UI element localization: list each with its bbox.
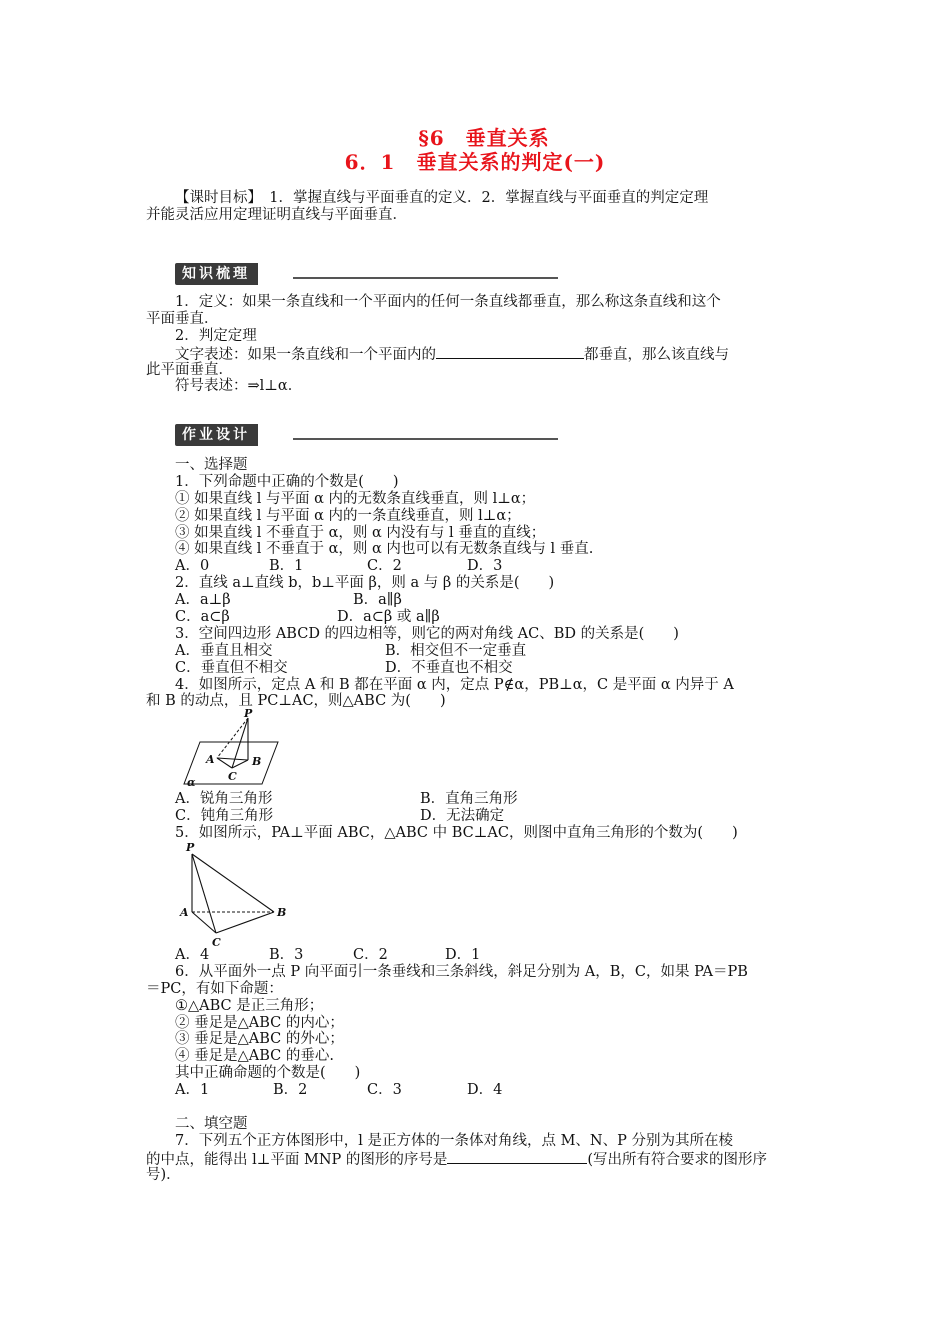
q2-stem: 2．直线 a⊥直线 b，b⊥平面 β，则 a 与 β 的关系是( ) — [175, 575, 555, 592]
q4-stem-line-1: 4．如图所示，定点 A 和 B 都在平面 α 内，定点 P∉α，PB⊥α，C 是平面 α 内异于 A — [175, 676, 734, 693]
q6-item: ④ 垂足是△ABC 的垂心. — [175, 1048, 334, 1065]
label-B: B — [252, 755, 262, 768]
q7-line-1: 7．下列五个正方体图形中，l 是正方体的一条体对角线，点 M、N、P 分别为其所在棱 — [175, 1132, 733, 1149]
segment-AB — [217, 758, 248, 760]
q2-option[interactable]: D．a⊂β 或 a∥β — [337, 609, 440, 626]
q7-answer-blank[interactable] — [447, 1150, 587, 1164]
q1-stem: 1．下列命题中正确的个数是( ) — [175, 473, 399, 490]
q2-option[interactable]: A．a⊥β — [175, 592, 231, 609]
q6-option[interactable]: A．1 — [175, 1082, 210, 1099]
q6-option[interactable]: B．2 — [273, 1082, 308, 1099]
segment-PC — [192, 854, 216, 933]
knowledge-banner-label: 知识梳理 — [175, 263, 258, 285]
q4-option[interactable]: A．锐角三角形 — [175, 791, 273, 807]
banner-rule — [293, 438, 558, 440]
homework-banner — [175, 424, 560, 446]
q6-ask: 其中正确命题的个数是( ) — [175, 1065, 361, 1082]
homework-banner-label: 作业设计 — [175, 424, 258, 446]
theorem-text-b: 都垂直，那么该直线与 — [584, 346, 729, 363]
q6-item: ② 垂足是△ABC 的内心； — [175, 1014, 344, 1031]
q4-option[interactable]: B．直角三角形 — [420, 791, 518, 807]
q7-line-3: 号)． — [146, 1166, 181, 1183]
q4-q5-block — [146, 791, 810, 842]
definition-line-1: 1．定义：如果一条直线和一个平面内的任何一条直线都垂直，那么称这条直线和这个 — [175, 294, 721, 310]
q4-options-row1 — [146, 791, 810, 808]
segment-AC — [217, 758, 232, 768]
goal-line-2: 并能灵活应用定理证明直线与平面垂直． — [146, 206, 407, 223]
q3-options-row2 — [146, 660, 810, 677]
q6-item: ③ 垂足是△ABC 的外心； — [175, 1031, 344, 1048]
label-A: A — [206, 753, 215, 766]
theorem-text-a: 文字表述：如果一条直线和一个平面内的 — [175, 346, 436, 363]
q4-stem-line-2: 和 B 的动点，且 PC⊥AC，则△ABC 为( ) — [146, 693, 446, 710]
theorem-title: 2．判定定理 — [175, 327, 257, 344]
section-heading-fill: 二、填空题 — [175, 1115, 248, 1132]
q3-option[interactable]: B．相交但不一定垂直 — [385, 642, 527, 659]
label-alpha: α — [187, 776, 196, 789]
q1-item: ④ 如果直线 l 不垂直于 α，则 α 内也可以有无数条直线与 l 垂直. — [175, 541, 594, 558]
banner-dot-icon — [275, 429, 286, 440]
q3-option[interactable]: A．垂直且相交 — [175, 642, 273, 659]
banner-dot-icon — [275, 268, 286, 279]
segment-PB — [192, 854, 274, 912]
section-heading-choice: 一、选择题 — [175, 457, 248, 473]
q4-option[interactable]: C．钝角三角形 — [175, 807, 274, 824]
segment-BC — [216, 912, 274, 933]
choice-section — [146, 457, 810, 710]
q5-figure — [178, 840, 290, 950]
q6-options — [146, 1082, 810, 1099]
q6-option[interactable]: C．3 — [367, 1082, 402, 1099]
label-P: P — [186, 841, 195, 854]
goal-line-1: 【课时目标】 1．掌握直线与平面垂直的定义．2．掌握直线与平面垂直的判定定理 — [175, 190, 709, 206]
label-A: A — [180, 906, 189, 919]
q6-item: ①△ABC 是正三角形； — [175, 997, 324, 1014]
q2-options-row2 — [146, 609, 810, 626]
label-B: B — [277, 906, 287, 919]
q4-option[interactable]: D．无法确定 — [420, 807, 505, 824]
q2-options-row1 — [146, 592, 810, 609]
q7-text-b: (写出所有符合要求的图形序 — [587, 1151, 768, 1168]
q1-item: ② 如果直线 l 与平面 α 内的一条直线垂直，则 l⊥α； — [175, 507, 521, 524]
q1-option[interactable]: B．1 — [269, 558, 304, 575]
q4-figure — [178, 708, 282, 792]
q2-option[interactable]: B．a∥β — [353, 592, 402, 609]
q1-option[interactable]: D．3 — [467, 558, 503, 575]
q3-option[interactable]: D．不垂直也不相交 — [385, 659, 513, 676]
q5-option[interactable]: C．2 — [353, 947, 388, 963]
fill-blank[interactable] — [436, 345, 584, 359]
q5-options — [146, 947, 810, 964]
section-title: §6 垂直关系 — [418, 126, 550, 150]
knowledge-banner — [175, 263, 560, 285]
segment-PC — [232, 718, 248, 768]
q5-option[interactable]: D．1 — [445, 947, 481, 963]
q5-q7-block — [146, 947, 810, 1183]
segment-PA — [217, 718, 248, 758]
theorem-symbol: 符号表述：⇒l⊥α． — [175, 378, 303, 395]
lesson-goal — [146, 190, 810, 224]
q1-option[interactable]: C．2 — [367, 558, 402, 575]
q1-option[interactable]: A．0 — [175, 558, 210, 575]
q4-options-row2 — [146, 808, 810, 825]
q6-stem-line-2: ＝PC，有如下命题： — [146, 980, 283, 997]
q6-option[interactable]: D．4 — [467, 1082, 503, 1099]
theorem-text-c: 此平面垂直． — [146, 361, 233, 378]
q3-options-row1 — [146, 643, 810, 660]
q6-stem-line-1: 6．从平面外一点 P 向平面引一条垂线和三条斜线，斜足分别为 A，B，C，如果 PA＝PB — [175, 963, 748, 980]
theorem-text-line — [146, 345, 810, 362]
subsection-title: 6．1 垂直关系的判定(一) — [344, 150, 606, 174]
q7-text-a: 的中点，能得出 l⊥平面 MNP 的图形的序号是 — [146, 1151, 448, 1168]
label-C: C — [212, 936, 221, 949]
label-P: P — [244, 708, 253, 720]
q5-stem: 5．如图所示，PA⊥平面 ABC，△ABC 中 BC⊥AC，则图中直角三角形的个数为( ) — [175, 824, 738, 841]
q5-option[interactable]: A．4 — [175, 947, 210, 963]
q5-option[interactable]: B．3 — [269, 947, 304, 963]
label-C: C — [228, 770, 237, 783]
banner-rule — [293, 277, 558, 279]
q1-item: ① 如果直线 l 与平面 α 内的无数条直线垂直，则 l⊥α； — [175, 490, 536, 507]
q1-item: ③ 如果直线 l 不垂直于 α，则 α 内没有与 l 垂直的直线； — [175, 524, 546, 541]
q7-line-2 — [146, 1150, 810, 1167]
q3-stem: 3．空间四边形 ABCD 的四边相等，则它的两对角线 AC、BD 的关系是( ) — [175, 625, 679, 642]
q3-option[interactable]: C．垂直但不相交 — [175, 659, 288, 676]
definition-line-2: 平面垂直． — [146, 310, 219, 327]
spacer — [146, 1099, 810, 1116]
q1-options — [146, 558, 810, 575]
q2-option[interactable]: C．a⊂β — [175, 609, 230, 626]
knowledge-section — [146, 294, 810, 395]
